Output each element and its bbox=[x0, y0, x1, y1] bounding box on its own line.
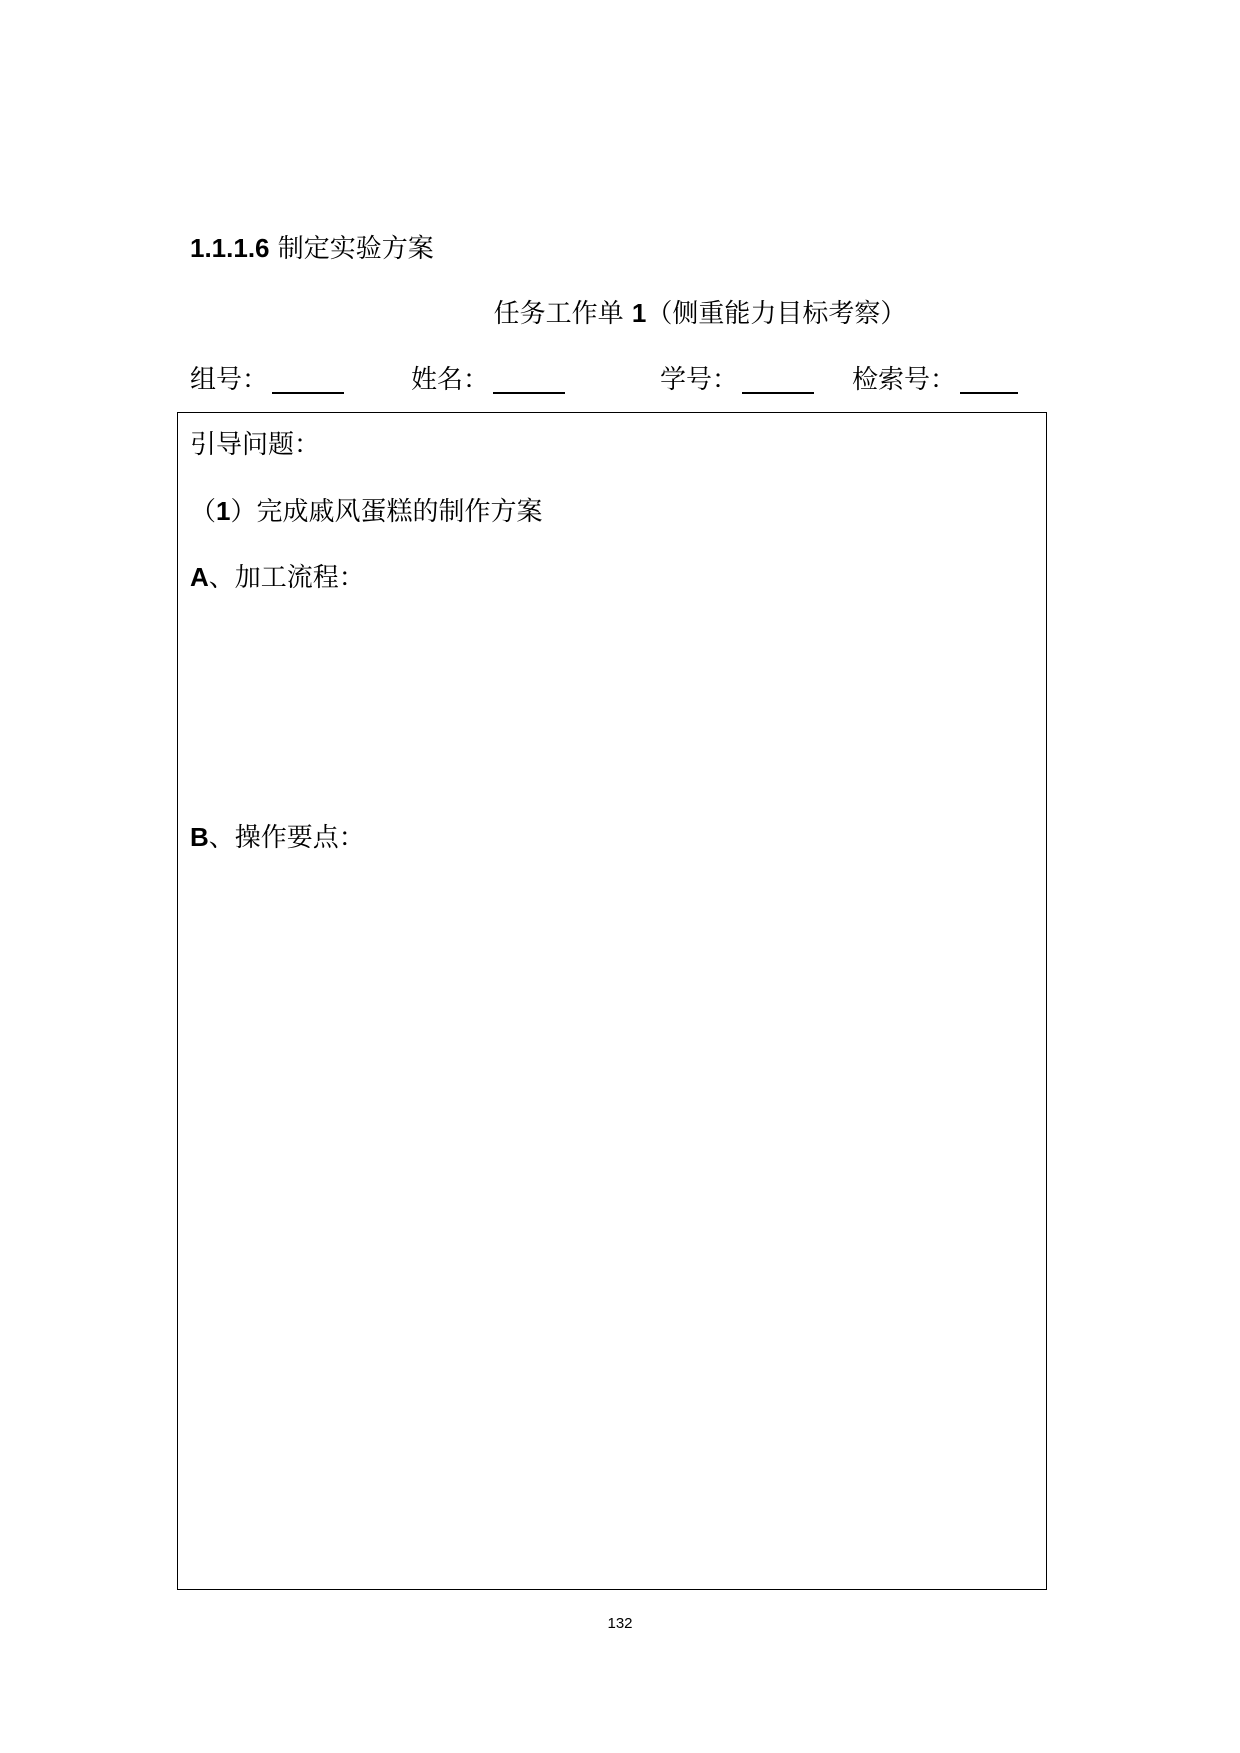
index-number-label: 检索号： bbox=[852, 365, 957, 395]
sheet-title-prefix: 任务工作单 bbox=[493, 299, 624, 329]
sheet-title bbox=[0, 293, 1240, 334]
student-id-label: 学号： bbox=[660, 365, 739, 395]
question-1-open: （ bbox=[190, 497, 217, 527]
worksheet-box bbox=[177, 412, 1047, 1590]
index-number-input[interactable] bbox=[960, 358, 1018, 394]
section-title: 制定实验方案 bbox=[277, 234, 434, 264]
part-b-heading bbox=[190, 817, 365, 858]
group-number-input[interactable] bbox=[272, 358, 344, 394]
guide-question-label: 引导问题： bbox=[190, 430, 321, 460]
part-a-heading bbox=[190, 557, 365, 598]
question-1-text: 完成戚风蛋糕的制作方案 bbox=[256, 497, 543, 527]
sheet-title-suffix: （侧重能力目标考察） bbox=[646, 299, 907, 329]
page-number: 132 bbox=[607, 1615, 633, 1632]
student-id-input[interactable] bbox=[742, 358, 814, 394]
question-1-close: ） bbox=[230, 497, 257, 527]
part-a-letter: A bbox=[190, 562, 209, 592]
student-id-field bbox=[660, 358, 814, 402]
question-1 bbox=[190, 491, 543, 532]
name-input[interactable] bbox=[493, 358, 565, 394]
name-field bbox=[411, 358, 565, 402]
index-number-field bbox=[852, 358, 1018, 402]
group-number-field bbox=[190, 358, 344, 402]
part-a-text: 、加工流程： bbox=[208, 563, 365, 593]
part-b-text: 、操作要点： bbox=[208, 823, 365, 853]
part-b-letter: B bbox=[190, 822, 209, 852]
section-heading bbox=[190, 228, 434, 269]
question-1-number: 1 bbox=[216, 496, 231, 526]
name-label: 姓名： bbox=[411, 365, 490, 395]
group-number-label: 组号： bbox=[190, 365, 269, 395]
student-info-row bbox=[0, 358, 1240, 402]
sheet-title-number: 1 bbox=[631, 298, 647, 328]
section-number: 1.1.1.6 bbox=[190, 233, 270, 263]
